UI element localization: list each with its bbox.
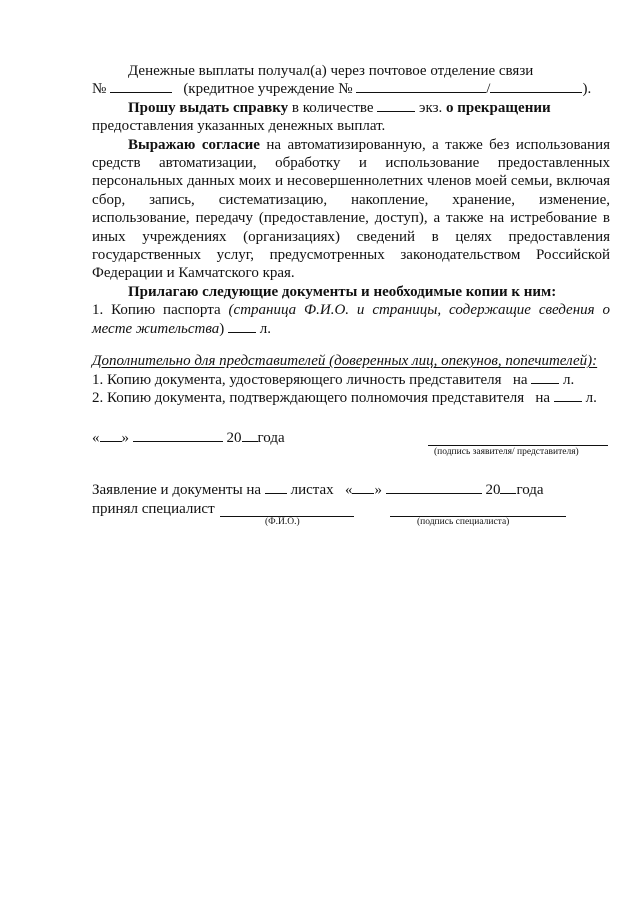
specialist-signature-line[interactable] xyxy=(390,500,566,517)
representatives-heading: Дополнительно для представителей (доверенных лиц, опекунов, попечителей): xyxy=(92,353,598,370)
copies-count-blank[interactable] xyxy=(377,99,415,112)
representative-id-item: 1. Копию документа, удостоверяющего личность представителя на л. xyxy=(92,371,575,388)
payment-route-account-line: № (кредитное учреждение № / ). xyxy=(92,81,592,98)
rep-authority-sheets-blank[interactable] xyxy=(554,389,582,402)
attachment-passport-item: 1. Копию паспорта (страница Ф.И.О. и страницы, содержащие сведения о месте жительства) л. xyxy=(92,302,611,337)
bank-number-blank[interactable] xyxy=(356,80,486,93)
payment-route-line: Денежные выплаты получал(а) через почтовое отделение связи xyxy=(128,63,534,79)
certificate-request-line: Прошу выдать справку в количестве экз. о прекращении xyxy=(128,99,551,116)
applicant-date: « » 20 года xyxy=(92,430,285,447)
receipt-day-blank[interactable] xyxy=(352,481,374,494)
applicant-signature-line[interactable] xyxy=(428,429,608,446)
specialist-name-caption: (Ф.И.О.) xyxy=(265,516,300,527)
certificate-request-continuation: предоставления указанных денежных выплат. xyxy=(92,118,386,135)
date-day-blank[interactable] xyxy=(100,429,122,442)
date-month-blank[interactable] xyxy=(133,429,223,442)
rep-id-sheets-blank[interactable] xyxy=(531,371,559,384)
application-document xyxy=(92,62,610,530)
date-year-blank[interactable] xyxy=(242,429,258,442)
specialist-signature-row xyxy=(92,500,610,530)
specialist-signature-caption: (подпись специалиста) xyxy=(417,516,510,527)
receipt-month-blank[interactable] xyxy=(386,481,482,494)
specialist-name-line[interactable] xyxy=(220,500,354,517)
sheets-count-blank[interactable] xyxy=(265,481,287,494)
post-office-number-blank[interactable] xyxy=(110,80,172,93)
receipt-year-blank[interactable] xyxy=(500,481,516,494)
applicant-date-signature-row xyxy=(92,429,610,459)
passport-sheets-blank[interactable] xyxy=(228,320,256,333)
specialist-label: принял специалист xyxy=(92,500,215,517)
representative-authority-item: 2. Копию документа, подтверждающего полномочия представителя на л. xyxy=(92,389,597,406)
attachments-heading: Прилагаю следующие документы и необходимые копии к ним: xyxy=(128,283,557,300)
specialist-receipt-line: Заявление и документы на листах « » 20 года xyxy=(92,482,544,499)
account-number-blank[interactable] xyxy=(490,80,582,93)
applicant-signature-caption: (подпись заявителя/ представителя) xyxy=(434,447,579,458)
consent-paragraph: Выражаю согласие на автоматизированную, а также без использования средств автоматизации, обработку и использование предоставленных персональных данных моих и несовершеннолетних членов моей семьи, включая сбор, запись, систематизацию, накопление, хранение, изменение, использование, передачу (предоставление, доступ), а также на истребование в иных учреждениях (организациях) сведений в целях предоставления государственных услуг, предусмотренных законодательством Российской Федерации и Камчатского края. xyxy=(92,136,610,282)
